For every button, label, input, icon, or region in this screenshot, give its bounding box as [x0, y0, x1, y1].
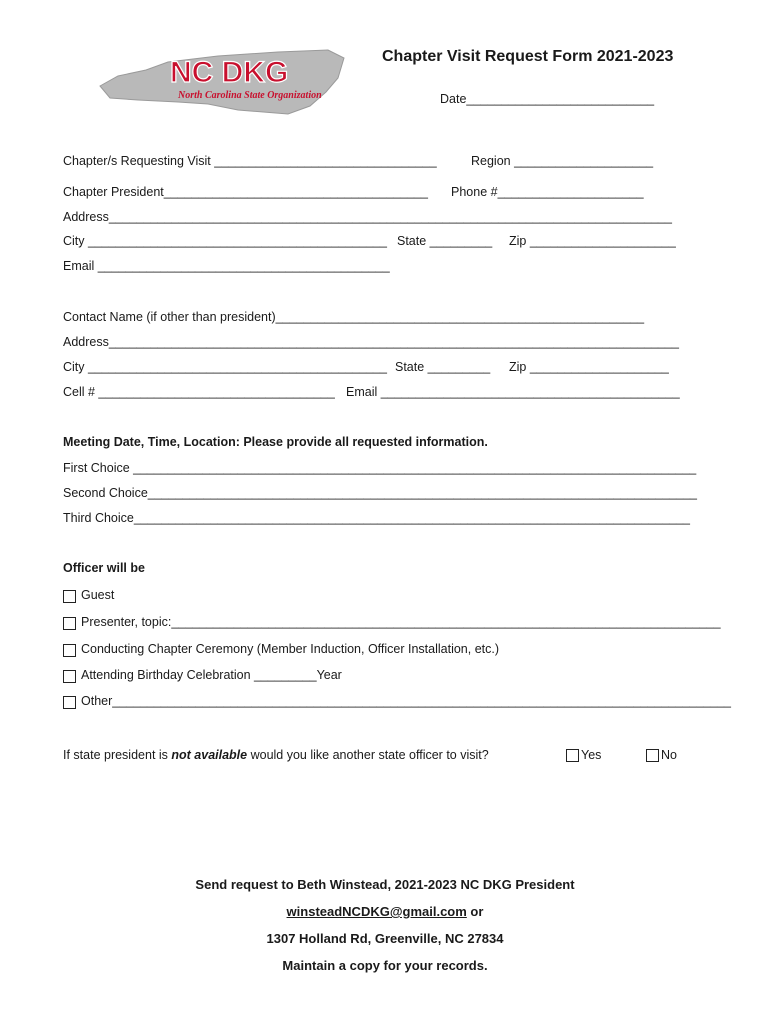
- email-suffix: or: [466, 904, 484, 919]
- svg-text:North Carolina State Organizat: North Carolina State Organization: [178, 90, 322, 101]
- contact-address-field[interactable]: Address__________________________________________________________________________________: [63, 335, 679, 349]
- form-title: Chapter Visit Request Form 2021-2023: [382, 48, 674, 65]
- guest-label: Guest: [81, 588, 115, 602]
- chapter-president-field[interactable]: Chapter President______________________________________: [63, 185, 428, 199]
- guest-checkbox[interactable]: [63, 590, 76, 603]
- yes-label: Yes: [581, 748, 602, 762]
- contact-city-field[interactable]: City ___________________________________________: [63, 360, 387, 374]
- other-checkbox[interactable]: [63, 696, 76, 709]
- chapter-city-field[interactable]: City ___________________________________________: [63, 234, 387, 248]
- birthday-checkbox[interactable]: [63, 670, 76, 683]
- availability-prefix: If state president is: [63, 748, 172, 762]
- nc-state-map-icon: [98, 48, 350, 118]
- first-choice-field[interactable]: First Choice _________________________________________________________________________________: [63, 461, 697, 475]
- presenter-label[interactable]: Presenter, topic:_______________________________________________________________________________: [81, 615, 721, 629]
- region-field[interactable]: Region ____________________: [471, 154, 654, 168]
- availability-suffix: would you like another state officer to visit?: [247, 748, 489, 762]
- no-checkbox[interactable]: [646, 749, 659, 762]
- records-note: Maintain a copy for your records.: [282, 958, 488, 973]
- chapter-state-field[interactable]: State _________: [397, 234, 493, 248]
- date-field[interactable]: Date___________________________: [440, 92, 655, 106]
- chapter-address-field[interactable]: Address_________________________________________________________________________________: [63, 210, 672, 224]
- officer-heading: Officer will be: [63, 561, 145, 575]
- no-label: No: [661, 748, 677, 762]
- svg-text:NC DKG: NC DKG: [170, 56, 289, 89]
- contact-cell-field[interactable]: Cell # __________________________________: [63, 385, 335, 399]
- second-choice-field[interactable]: Second Choice_______________________________________________________________________________: [63, 486, 697, 500]
- phone-field[interactable]: Phone #_____________________: [451, 185, 644, 199]
- send-request-line: Send request to Beth Winstead, 2021-2023 NC DKG President: [195, 877, 575, 892]
- chapter-requesting-field[interactable]: Chapter/s Requesting Visit ________________________________: [63, 154, 437, 168]
- chapter-zip-field[interactable]: Zip _____________________: [509, 234, 676, 248]
- ceremony-label: Conducting Chapter Ceremony (Member Induction, Officer Installation, etc.): [81, 642, 500, 656]
- contact-name-field[interactable]: Contact Name (if other than president)_____________________________________________________: [63, 310, 645, 324]
- contact-state-field[interactable]: State _________: [395, 360, 491, 374]
- yes-checkbox[interactable]: [566, 749, 579, 762]
- other-label[interactable]: Other_________________________________________________________________________________________: [81, 694, 731, 708]
- contact-zip-field[interactable]: Zip ____________________: [509, 360, 669, 374]
- availability-question: [63, 748, 489, 763]
- birthday-label[interactable]: Attending Birthday Celebration _________Year: [81, 668, 342, 682]
- presenter-checkbox[interactable]: [63, 617, 76, 630]
- availability-emphasis: not available: [171, 748, 248, 762]
- mailing-address: 1307 Holland Rd, Greenville, NC 27834: [266, 931, 504, 946]
- ceremony-checkbox[interactable]: [63, 644, 76, 657]
- email-link[interactable]: winsteadNCDKG@gmail.com: [286, 904, 467, 919]
- contact-email-field[interactable]: Email ___________________________________________: [346, 385, 680, 399]
- email-line: [0, 904, 770, 919]
- meeting-heading: Meeting Date, Time, Location: Please provide all requested information.: [63, 435, 488, 449]
- nc-dkg-logo: [98, 48, 350, 118]
- third-choice-field[interactable]: Third Choice________________________________________________________________________________: [63, 511, 691, 525]
- chapter-email-field[interactable]: Email __________________________________________: [63, 259, 390, 273]
